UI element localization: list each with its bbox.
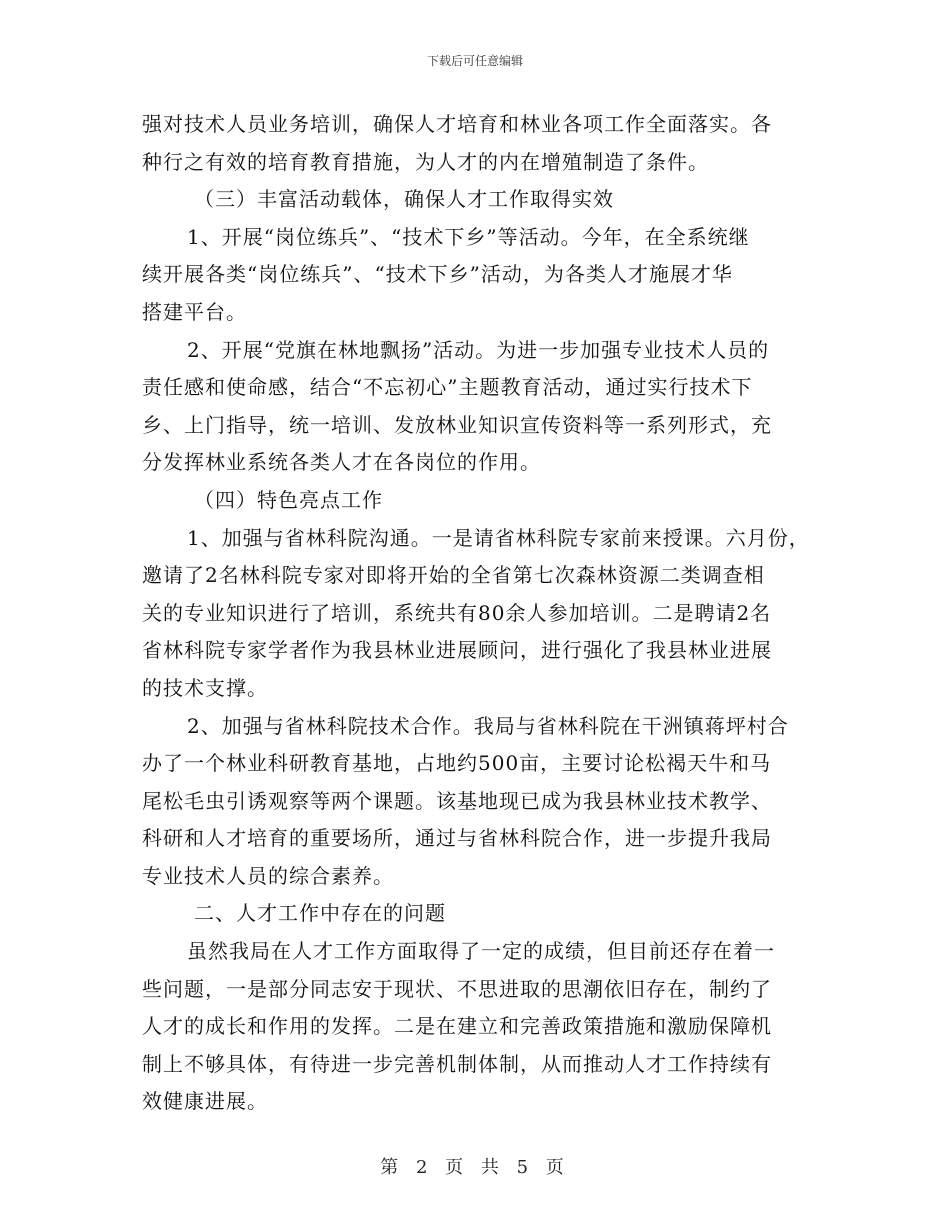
text-line: 人才的成长和作用的发挥。二是在建立和完善政策措施和激励保障机 bbox=[142, 1014, 772, 1039]
text-line: 2、开展“党旗在林地飘扬”活动。为进一步加强专业技术人员的 bbox=[187, 337, 770, 362]
text-line: 效健康进展。 bbox=[142, 1089, 268, 1114]
body-text bbox=[142, 106, 832, 1121]
text-line: （三）丰富活动载体，确保人才工作取得实效 bbox=[194, 187, 614, 212]
text-line: 搭建平台。 bbox=[142, 299, 247, 324]
text-line: 责任感和使命感，结合“不忘初心”主题教育活动，通过实行技术下 bbox=[142, 375, 753, 400]
text-line: 尾松毛虫引诱观察等两个课题。该基地现已成为我县林业技术教学、 bbox=[142, 788, 772, 813]
text-line: 虽然我局在人才工作方面取得了一定的成绩，但目前还存在着一 bbox=[187, 939, 775, 964]
text-line: 乡、上门指导，统一培训、发放林业知识宣传资料等一系列形式，充 bbox=[142, 412, 772, 437]
text-line: 强对技术人员业务培训，确保人才培育和林业各项工作全面落实。各 bbox=[142, 112, 772, 136]
text-line: 2、加强与省林科院技术合作。我局与省林科院在干洲镇蒋坪村合 bbox=[187, 713, 789, 738]
text-line: 制上不够具体，有待进一步完善机制体制，从而推动人才工作持续有 bbox=[142, 1051, 772, 1076]
page-header: 下载后可任意编辑 bbox=[426, 54, 523, 68]
text-line: 1、开展“岗位练兵”、“技术下乡”等活动。今年，在全系统继 bbox=[187, 224, 750, 249]
text-line: 1、加强与省林科院沟通。一是请省林科院专家前来授课。六月份， bbox=[187, 525, 810, 550]
text-line: 种行之有效的培育教育措施，为人才的内在增殖制造了条件。 bbox=[142, 149, 709, 174]
page-footer: 第 2 页 共 5 页 bbox=[380, 1157, 570, 1178]
text-line: 邀请了2名林科院专家对即将开始的全省第七次森林资源二类调查相 bbox=[142, 563, 765, 588]
text-line: 办了一个林业科研教育基地，占地约500亩，主要讨论松褐天牛和马 bbox=[142, 751, 772, 776]
text-line: 省林科院专家学者作为我县林业进展顾问，进行强化了我县林业进展 bbox=[142, 638, 772, 663]
text-line: 二、人才工作中存在的问题 bbox=[194, 901, 446, 926]
text-line: 续开展各类“岗位练兵”、“技术下乡”活动，为各类人才施展才华 bbox=[142, 262, 733, 287]
text-line: 关的专业知识进行了培训，系统共有80余人参加培训。二是聘请2名 bbox=[142, 600, 772, 625]
text-line: 科研和人才培育的重要场所，通过与省林科院合作，进一步提升我局 bbox=[142, 826, 772, 851]
text-line: 分发挥林业系统各类人才在各岗位的作用。 bbox=[142, 450, 541, 475]
text-line: 的技术支撑。 bbox=[142, 675, 268, 700]
text-line: 专业技术人员的综合素养。 bbox=[142, 863, 394, 888]
text-line: 些问题，一是部分同志安于现状、不思进取的思潮依旧存在，制约了 bbox=[142, 976, 772, 1001]
text-line: （四）特色亮点工作 bbox=[194, 487, 383, 512]
